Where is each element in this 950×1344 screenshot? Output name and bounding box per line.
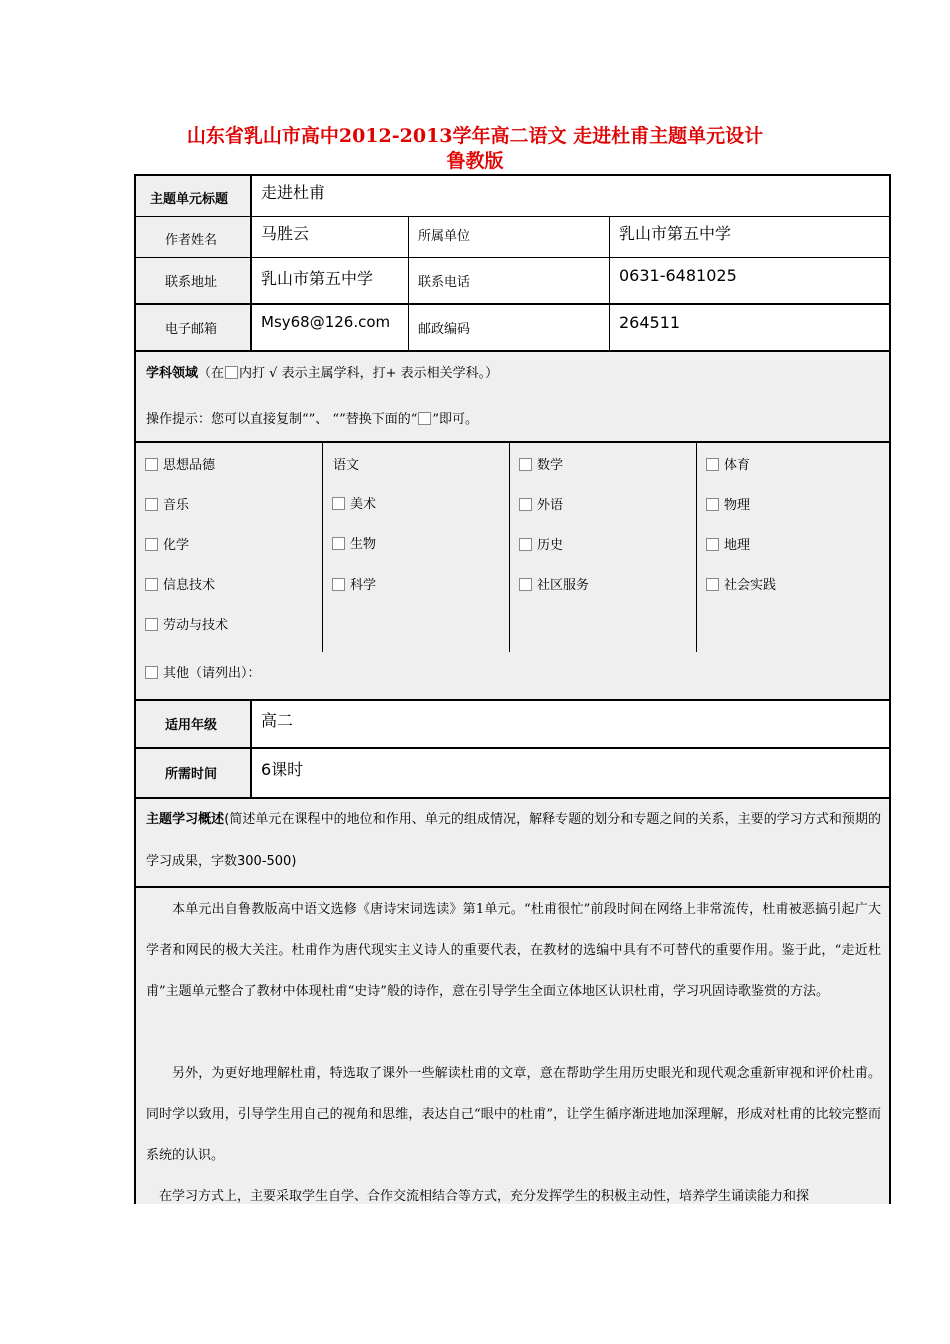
subject-label-chinese <box>333 454 359 473</box>
document-subtitle: 鲁教版 <box>446 150 504 172</box>
subject-checkbox-pe[interactable] <box>706 454 750 473</box>
subject-checkbox-math[interactable] <box>519 454 563 473</box>
subject-checkbox-biology[interactable] <box>332 533 376 552</box>
subject-label: 其他（请列出）： <box>163 666 261 681</box>
subject-instruction-line <box>146 362 498 381</box>
subject-checkbox-labor[interactable] <box>145 614 228 633</box>
unit-title-value: 走进杜甫 <box>261 183 326 202</box>
checkbox[interactable] <box>145 666 158 679</box>
overview-instruction <box>146 799 881 883</box>
address-value: 乳山市第五中学 <box>261 269 374 288</box>
subject-label: 语文 <box>333 458 360 473</box>
checkbox[interactable] <box>332 497 345 510</box>
subject-label: 历史 <box>537 538 564 553</box>
checkbox[interactable] <box>145 538 158 551</box>
row-author <box>136 217 889 259</box>
postcode-label: 邮政编码 <box>418 322 471 337</box>
checkbox[interactable] <box>706 498 719 511</box>
row-subject-area <box>136 352 889 443</box>
row-address <box>136 258 889 305</box>
row-overview-heading <box>136 799 889 888</box>
subject-label: 美术 <box>350 497 377 512</box>
checkbox[interactable] <box>332 537 345 550</box>
time-value: 6课时 <box>261 760 304 779</box>
subject-checkbox-science[interactable] <box>332 574 376 593</box>
grade-label: 适用年级 <box>165 718 218 733</box>
grade-value: 高二 <box>261 711 294 730</box>
phone-value: 0631-6481025 <box>619 266 737 285</box>
row-subject-grid <box>136 443 889 701</box>
subject-checkbox-art[interactable] <box>332 493 376 512</box>
subject-label: 化学 <box>163 538 190 553</box>
subject-checkbox-it[interactable] <box>145 574 215 593</box>
subject-checkbox-geography[interactable] <box>706 534 750 553</box>
unit-org-value: 乳山市第五中学 <box>619 224 732 243</box>
row-time <box>136 749 889 799</box>
subject-checkbox-physics[interactable] <box>706 494 750 513</box>
checkbox-sample <box>225 366 238 379</box>
row-email <box>136 305 889 352</box>
row-unit-title <box>136 176 889 218</box>
subject-checkbox-social-practice[interactable] <box>706 574 776 593</box>
subject-label: 生物 <box>350 537 377 552</box>
checkbox[interactable] <box>519 578 532 591</box>
phone-label: 联系电话 <box>418 275 471 290</box>
checkbox[interactable] <box>706 458 719 471</box>
email-value: Msy68@126.com <box>261 313 391 331</box>
overview-body <box>136 888 889 1204</box>
overview-instruction-text: (简述单元在课程中的地位和作用、单元的组成情况，解释专题的划分和专题之间的关系，主要的学习方式和预期的学习成果，字数300-500) <box>146 812 881 869</box>
address-label: 联系地址 <box>165 275 218 290</box>
unit-title-label: 主题单元标题 <box>150 192 229 207</box>
unit-org-label: 所属单位 <box>418 229 471 244</box>
subject-label: 地理 <box>724 538 751 553</box>
checkbox[interactable] <box>145 498 158 511</box>
row-grade <box>136 701 889 749</box>
subject-label: 社会实践 <box>724 578 777 593</box>
subject-instruction-b: 内打 √ 表示主属学科，打+ 表示相关学科。） <box>239 366 499 381</box>
subject-checkbox-community-service[interactable] <box>519 574 589 593</box>
operation-tip-b: ”即可。 <box>432 412 479 427</box>
subject-label: 数学 <box>537 458 564 473</box>
subject-label: 信息技术 <box>163 578 216 593</box>
checkbox[interactable] <box>145 618 158 631</box>
subject-label: 物理 <box>724 498 751 513</box>
subject-label: 劳动与技术 <box>163 618 229 633</box>
subject-checkbox-foreign-language[interactable] <box>519 494 563 513</box>
overview-paragraph-1: 本单元出自鲁教版高中语文选修《唐诗宋词选读》第1单元。“杜甫很忙”前段时间在网络上非常流传，杜甫被恶搞引起广大学者和网民的极大关注。杜甫作为唐代现实主义诗人的重要代表，在教材的选编中具有不可替代的重要作用。鉴于此，“走近杜甫”主题单元整合了教材中体现杜甫“史诗”般的诗作，意在引导学生全面立体地区认识杜甫，学习巩固诗歌鉴赏的方法。 <box>146 902 881 999</box>
overview-paragraph-3: 在学习方式上，主要采取学生自学、合作交流相结合等方式，充分发挥学生的积极主动性，培养学生诵读能力和探 <box>159 1189 810 1204</box>
overview-paragraph-2: 另外，为更好地理解杜甫，特选取了课外一些解读杜甫的文章，意在帮助学生用历史眼光和现代观念重新审视和评价杜甫。同时学以致用，引导学生用自己的视角和思维，表达自己“眼中的杜甫”，让学生循序渐进地加深理解，形成对杜甫的比较完整而系统的认识。 <box>146 1066 881 1163</box>
subject-checkbox-moral[interactable] <box>145 454 215 473</box>
author-label: 作者姓名 <box>165 233 218 248</box>
subject-label: 科学 <box>350 578 377 593</box>
subject-label: 音乐 <box>163 498 190 513</box>
operation-tip-line <box>146 408 478 427</box>
design-form-table <box>134 174 891 1204</box>
subject-label: 外语 <box>537 498 564 513</box>
document-title: 山东省乳山市高中2012-2013学年高二语文 走进杜甫主题单元设计 <box>186 125 764 147</box>
checkbox[interactable] <box>519 458 532 471</box>
subject-checkbox-other[interactable] <box>145 662 261 681</box>
checkbox-sample <box>418 412 431 425</box>
overview-heading: 主题学习概述 <box>146 812 225 827</box>
checkbox[interactable] <box>145 458 158 471</box>
subject-checkbox-chemistry[interactable] <box>145 534 189 553</box>
checkbox[interactable] <box>519 538 532 551</box>
checkbox[interactable] <box>706 578 719 591</box>
postcode-value: 264511 <box>619 313 681 332</box>
time-label: 所需时间 <box>165 767 218 782</box>
subject-label: 社区服务 <box>537 578 590 593</box>
checkbox[interactable] <box>145 578 158 591</box>
subject-instruction-a: （在 <box>198 366 225 381</box>
email-label: 电子邮箱 <box>165 322 218 337</box>
author-value: 马胜云 <box>261 224 310 243</box>
operation-tip-a: 操作提示：您可以直接复制“”、 “”替换下面的“ <box>146 412 418 427</box>
checkbox[interactable] <box>519 498 532 511</box>
checkbox[interactable] <box>706 538 719 551</box>
subject-checkbox-history[interactable] <box>519 534 563 553</box>
subject-area-heading: 学科领域 <box>146 366 199 381</box>
subject-label: 思想品德 <box>163 458 216 473</box>
subject-checkbox-music[interactable] <box>145 494 189 513</box>
checkbox[interactable] <box>332 578 345 591</box>
subject-label: 体育 <box>724 458 751 473</box>
